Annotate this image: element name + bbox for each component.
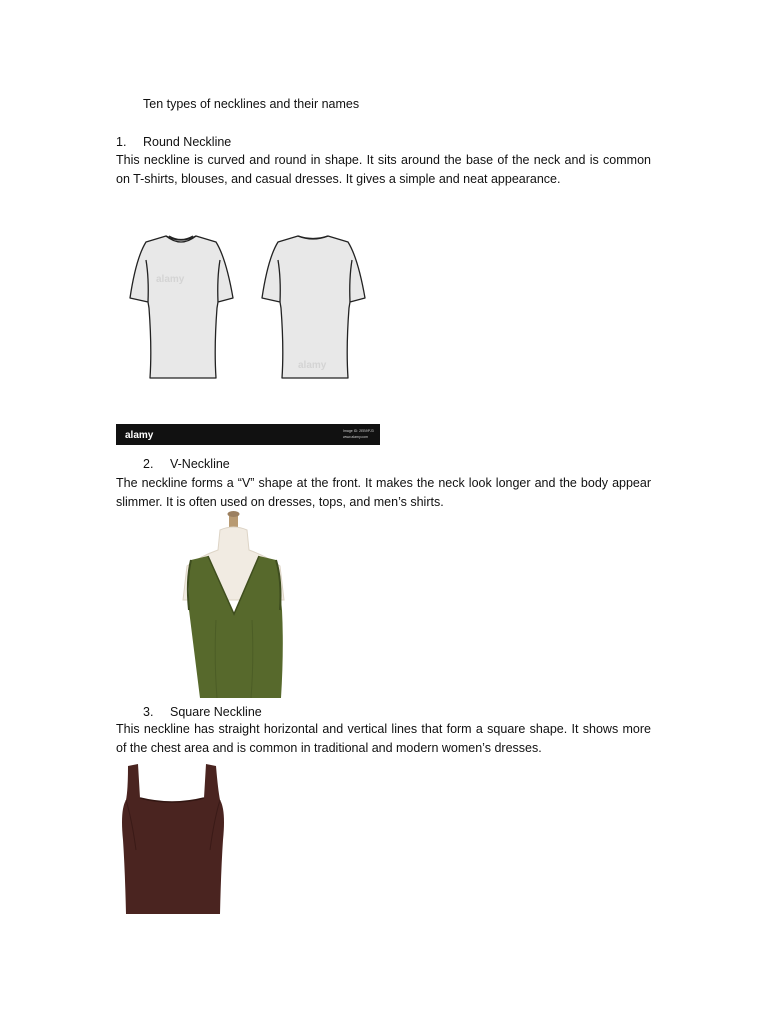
section-body-square-neckline: This neckline has straight horizontal and vertical lines that form a square shape. It shows more of the chest area and is common in traditional and modern women’s dresses. — [116, 722, 651, 755]
section-heading-v-neckline — [143, 456, 230, 472]
section-body-round-neckline: This neckline is curved and round in shape. It sits around the base of the neck and is common on T-shirts, blouses, and casual dresses. It gives a simple and neat appearance. — [116, 153, 651, 186]
alamy-logo: alamy — [125, 430, 154, 441]
round-neckline-image — [116, 198, 380, 445]
section-number: 2. — [143, 457, 154, 471]
round-neck-tshirt-illustration-icon — [116, 198, 380, 445]
section-number: 3. — [143, 705, 154, 719]
watermark-faint: alamy — [298, 360, 327, 371]
section-body-v-neckline: The neckline forms a “V” shape at the front. It makes the neck look longer and the body appear slimmer. It is often used on dresses, tops, and men’s shirts. — [116, 476, 651, 509]
section-title: Square Neckline — [170, 705, 262, 719]
v-neck-dress-on-mannequin-icon — [116, 510, 352, 698]
watermark-bar — [116, 424, 380, 445]
section-heading-square-neckline — [143, 704, 262, 720]
square-neckline-image — [116, 760, 228, 918]
section-title: V-Neckline — [170, 457, 230, 471]
document-title: Ten types of necklines and their names — [143, 97, 360, 111]
watermark-faint: alamy — [156, 274, 185, 285]
section-title: Round Neckline — [143, 135, 232, 149]
watermark-url: www.alamy.com — [343, 435, 369, 439]
section-heading-round-neckline — [116, 134, 231, 150]
square-neck-tank-top-icon — [116, 760, 228, 918]
v-neckline-image — [116, 510, 352, 698]
section-number: 1. — [116, 135, 127, 149]
image-id-text: Image ID: 2EB9PJ3 — [343, 429, 374, 433]
